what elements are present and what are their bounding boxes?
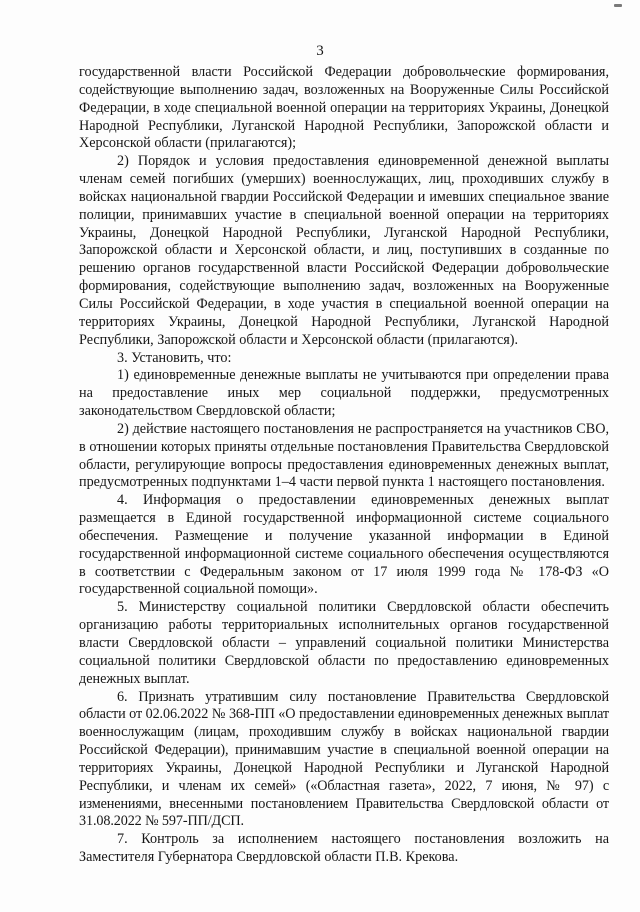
paragraph-clause-5: 5. Министерству социальной политики Свердловской области обеспечить организацию работы территориальных исполнительных органов государственной власти Свердловской области – управлений социальной политики Министерства социальной политики Свердловской области по предоставлению единовременных денежных выплат. (79, 599, 609, 687)
paragraph-clause-6: 6. Признать утратившим силу постановление Правительства Свердловской области от 02.06.2022 № 368-ПП «О предоставлении единовременных денежных выплат военнослужащим (лицам, проходившим службу в войсках национальной гвардии Российской Федерации), принимавшим участие в специальной военной операции на территориях Украины, Донецкой Народной Республики и Луганской Народной Республики, и членам их семей» («Областная газета», 2022, 7 июня, № 97) с изменениями, внесенными постановлением Правительства Свердловской области от 31.08.2022 № 597-ПП/ДСП. (79, 688, 609, 830)
paragraph-clause-3-1: 1) единовременные денежные выплаты не учитываются при определении права на предоставление иных мер социальной поддержки, предусмотренных законодательством Свердловской области; (79, 367, 609, 420)
paragraph-procedure-family-payment: 2) Порядок и условия предоставления единовременной денежной выплаты членам семей погибших (умерших) военнослужащих, лиц, проходивших службу в войсках национальной гвардии Российской Федерации и имевших специальное звание полиции, принимавших участие в специальной военной операции на территориях Украины, Донецкой Народной Республики, Луганской Народной Республики, Запорожской области и Херсонской области, и лиц, поступивших в созданные по решению органов государственной власти Российской Федерации добровольческие формирования, содействующие выполнению задач, возложенных на Вооруженные Силы Российской Федерации, в ходе участия в специальной военной операции на территориях Украины, Донецкой Народной Республики, Луганской Народной Республики, Запорожской области и Херсонской области (прилагаются). (79, 153, 609, 348)
paragraph-clause-3: 3. Установить, что: (117, 349, 232, 366)
page-number: 3 (316, 43, 324, 59)
paragraph-clause-3-2: 2) действие настоящего постановления не распространяется на участников СВО, в отношении которых приняты отдельные постановления Правительства Свердловской области, регулирующие вопросы предоставления единовременных денежных выплат, предусмотренных подпунктами 1–4 части первой пункта 1 настоящего постановления. (79, 420, 609, 491)
scan-mark (614, 4, 622, 7)
paragraph-clause-7: 7. Контроль за исполнением настоящего постановления возложить на Заместителя Губернатора Свердловской области П.В. Крекова. (79, 831, 609, 866)
paragraph-continuation: государственной власти Российской Федерации добровольческие формирования, содействующие выполнению задач, возложенных на Вооруженные Силы Российской Федерации, в ходе специальной военной операции на территориях Украины, Донецкой Народной Республики, Луганской Народной Республики, Запорожской области и Херсонской области (прилагаются); (79, 64, 609, 152)
document-body (79, 64, 609, 867)
paragraph-clause-4: 4. Информация о предоставлении единовременных денежных выплат размещается в Единой государственной информационной системе социального обеспечения. Размещение и получение указанной информации в Единой государственной информационной системе социального обеспечения осуществляются в соответствии с Федеральным законом от 17 июля 1999 года № 178-ФЗ «О государственной социальной помощи». (79, 492, 609, 598)
